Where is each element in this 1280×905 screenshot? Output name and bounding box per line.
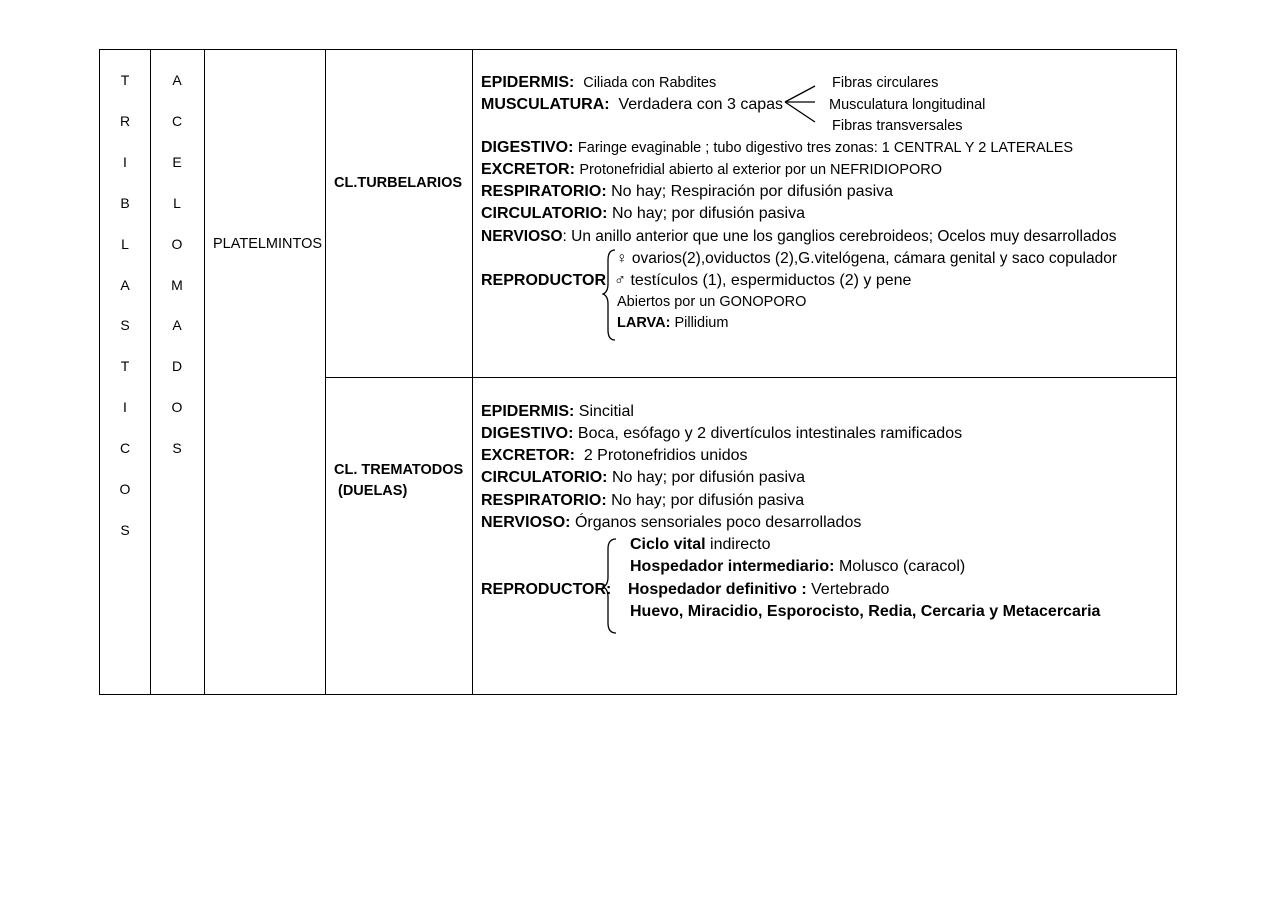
vertical-letter: A bbox=[172, 72, 182, 88]
fibra-circulares: Fibras circulares bbox=[832, 75, 939, 91]
turb-larva: LARVA: Pillidium bbox=[617, 315, 729, 331]
turb-musculatura: MUSCULATURA: Verdadera con 3 capas bbox=[481, 96, 784, 113]
turb-male-organs: ♂ testículos (1), espermiductos (2) y pene bbox=[614, 272, 912, 289]
table-border-left bbox=[99, 49, 100, 695]
column-divider bbox=[150, 49, 151, 695]
table-border-right bbox=[1176, 49, 1177, 695]
class-trematodos: CL. TREMATODOS bbox=[334, 462, 464, 478]
column-divider bbox=[472, 49, 473, 695]
trem-hospedador-intermediario: Hospedador intermediario: Molusco (caracol) bbox=[630, 558, 966, 575]
table-border-top bbox=[99, 49, 1177, 50]
vertical-letter: M bbox=[171, 276, 183, 293]
fibra-transversales: Fibras transversales bbox=[832, 118, 963, 134]
trem-digestivo: DIGESTIVO: Boca, esófago y 2 divertículos intestinales ramificados bbox=[481, 425, 963, 442]
vertical-letter: T bbox=[120, 358, 130, 375]
trem-respiratorio: RESPIRATORIO: No hay; por difusión pasiva bbox=[481, 492, 805, 509]
trem-ciclo-vital: Ciclo vital indirecto bbox=[630, 536, 771, 553]
vertical-letter: O bbox=[119, 481, 131, 497]
turb-reproductor-label: REPRODUCTOR bbox=[481, 272, 607, 289]
vertical-letter: S bbox=[172, 440, 182, 457]
column-divider bbox=[325, 49, 326, 695]
vertical-letter: C bbox=[171, 112, 183, 129]
row-divider bbox=[325, 377, 1177, 378]
turb-excretor: EXCRETOR: Protonefridial abierto al exterior por un NEFRIDIOPORO bbox=[481, 161, 943, 178]
vertical-letter: B bbox=[120, 194, 130, 211]
fibra-longitudinal: Musculatura longitudinal bbox=[829, 97, 986, 113]
turb-circulatorio: CIRCULATORIO: No hay; por difusión pasiva bbox=[481, 205, 805, 222]
turb-nervioso: NERVIOSO: Un anillo anterior que une los ganglios cerebroideos; Ocelos muy desarrollados bbox=[481, 228, 1117, 245]
trem-nervioso: NERVIOSO: Órganos sensoriales poco desarrollados bbox=[481, 514, 862, 531]
vertical-letter: I bbox=[123, 153, 127, 170]
turb-respiratorio: RESPIRATORIO: No hay; Respiración por difusión pasiva bbox=[481, 183, 894, 200]
class-trematodos-subtitle: (DUELAS) bbox=[338, 483, 408, 499]
vertical-letter: A bbox=[172, 317, 182, 334]
phylum-label: PLATELMINTOS bbox=[213, 236, 323, 252]
trem-reproductor-brace bbox=[601, 537, 619, 635]
vertical-letter: A bbox=[120, 276, 130, 293]
trem-fases: Huevo, Miracidio, Esporocisto, Redia, Cercaria y Metacercaria bbox=[630, 603, 1101, 620]
vertical-letter: O bbox=[171, 235, 183, 252]
trem-hospedador-definitivo: Hospedador definitivo : Vertebrado bbox=[628, 581, 890, 598]
vertical-letter: L bbox=[121, 235, 129, 252]
vertical-letter: I bbox=[123, 399, 127, 416]
vertical-letter: R bbox=[119, 112, 131, 129]
vertical-letter: C bbox=[119, 440, 131, 457]
trem-circulatorio: CIRCULATORIO: No hay; por difusión pasiva bbox=[481, 469, 805, 486]
trem-excretor: EXCRETOR: 2 Protonefridios unidos bbox=[481, 447, 748, 464]
turb-digestivo: DIGESTIVO: Faringe evaginable ; tubo digestivo tres zonas: 1 CENTRAL Y 2 LATERALES bbox=[481, 139, 1074, 156]
turb-gonoporo: Abiertos por un GONOPORO bbox=[617, 294, 807, 310]
vertical-letter: S bbox=[120, 521, 130, 538]
vertical-letter: O bbox=[171, 399, 183, 416]
turb-epidermis: EPIDERMIS: Ciliada con Rabdites bbox=[481, 74, 717, 91]
vertical-letter: D bbox=[171, 358, 183, 375]
trem-epidermis: EPIDERMIS: Sincitial bbox=[481, 403, 634, 420]
vertical-letter: L bbox=[173, 194, 181, 211]
trem-reproductor-label: REPRODUCTOR: bbox=[481, 581, 612, 598]
musculatura-branch-lines bbox=[783, 84, 819, 126]
turb-female-organs: ♀ ovarios(2),oviductos (2),G.vitelógena, cámara genital y saco copulador bbox=[616, 250, 1117, 267]
vertical-letter: E bbox=[172, 153, 182, 170]
column-divider bbox=[204, 49, 205, 695]
vertical-letter: T bbox=[120, 72, 130, 88]
vertical-letter: S bbox=[120, 317, 130, 334]
class-turbelarios: CL.TURBELARIOS bbox=[334, 175, 463, 191]
table-border-bottom bbox=[99, 694, 1177, 695]
